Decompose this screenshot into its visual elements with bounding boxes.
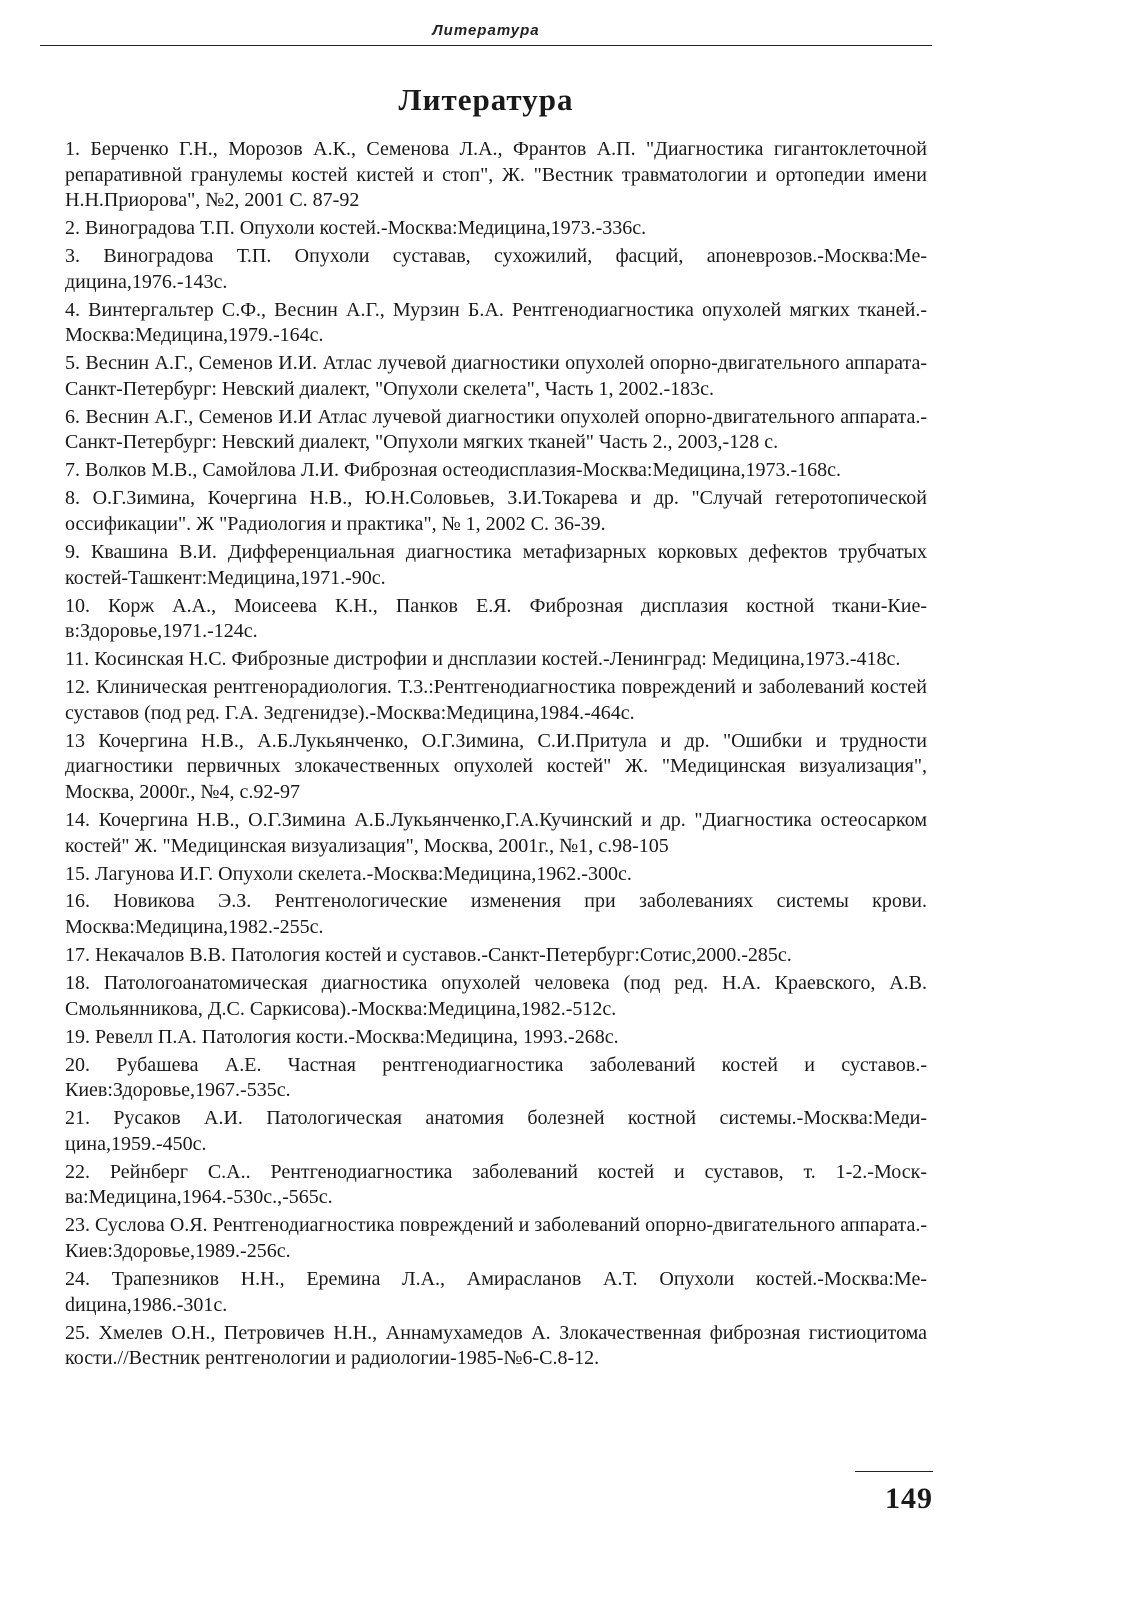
reference-item: 24. Трапезников Н.Н., Еремина Л.А., Амирасланов А.Т. Опухоли костей.-Москва:Меdицина,1986.-301с.	[65, 1267, 927, 1316]
reference-item: 22. Рейнберг С.А.. Рентгенодиагностика заболеваний костей и суставов, т. 1-2.-Москва:Медицина,1964.-530с.,-565с.	[65, 1160, 927, 1209]
reference-item: 10. Корж А.А., Моисеева К.Н., Панков Е.Я. Фиброзная дисплазия костной ткани-Киев:Здоровье,1971.-124с.	[65, 594, 927, 643]
reference-item: 3. Виноградова Т.П. Опухоли суставав, сухожилий, фасций, апоневрозов.-Москва:Медицина,1976.-143с.	[65, 245, 927, 293]
reference-item: 15. Лагунова И.Г. Опухоли скелета.-Москва:Медицина,1962.-300с.	[65, 862, 632, 885]
reference-item: 16. Новикова Э.З. Рентгенологические изменения при заболеваниях системы крови. Москва:Медицина,1982.-255с.	[65, 890, 927, 939]
reference-item: 11. Косинская Н.С. Фиброзные дистрофии и днсплазии костей.-Ленинград: Медицина,1973.-418с.	[65, 648, 901, 671]
header-rule	[40, 45, 932, 46]
reference-item: 6. Веснин А.Г., Семенов И.И Атлас лучевой диагностики опухолей опорно-двигательного аппарата.-Санкт-Петербург: Невский диалект, "Опухоли мягких тканей" Часть 2., 2003,-128 с.	[65, 405, 927, 454]
reference-item: 21. Русаков А.И. Патологическая анатомия болезней костной системы.-Москва:Медицина,1959.-450с.	[65, 1107, 927, 1155]
running-header: Литература	[432, 22, 540, 39]
reference-item: 2. Виноградова Т.П. Опухоли костей.-Москва:Медицина,1973.-336с.	[65, 217, 647, 240]
page-number: 149	[885, 1482, 933, 1515]
reference-item: 14. Кочергина Н.В., О.Г.Зимина А.Б.Лукьянченко,Г.А.Кучинский и др. "Диагностика остеосарком костей" Ж. "Медицинская визуализация", Москва, 2001г., №1, с.98-105	[65, 808, 927, 857]
reference-item: 23. Суслова О.Я. Рентгенодиагностика повреждений и заболеваний опорно-двигательного аппарата.-Киев:Здоровье,1989.-256с.	[65, 1214, 927, 1262]
reference-item: 18. Патологоанатомическая диагностика опухолей человека (под ред. Н.А. Краевского, А.В. Смольянникова, Д.С. Саркисова).-Москва:Медицина,1982.-512с.	[65, 972, 927, 1020]
footer-rule	[855, 1471, 933, 1472]
reference-item: 13 Кочергина Н.В., А.Б.Лукьянченко, О.Г.Зимина, С.И.Притула и др. "Ошибки и трудности диагностики первичных злокачественных опухолей костей" Ж. "Медицинская визуализация", Москва, 2000г., №4, с.92-97	[65, 729, 927, 803]
page-title: Литература	[398, 82, 574, 117]
reference-item: 4. Винтергальтер С.Ф., Веснин А.Г., Мурзин Б.А. Рентгенодиагностика опухолей мягких тканей.-Москва:Медицина,1979.-164с.	[65, 298, 927, 347]
reference-item: 7. Волков М.В., Самойлова Л.И. Фиброзная остеодисплазия-Москва:Медицина,1973.-168с.	[65, 459, 842, 482]
reference-item: 1. Берченко Г.Н., Морозов А.К., Семенова Л.А., Франтов А.П. "Диагностика гигантоклеточной репаративной гранулемы костей кистей и стоп", Ж. "Вестник травматологии и ортопедии имени Н.Н.Приорова", №2, 2001 С. 87-92	[65, 138, 927, 212]
reference-item: 8. О.Г.Зимина, Кочергина Н.В., Ю.Н.Соловьев, З.И.Токарева и др. "Случай гетеротопической оссификации". Ж "Радиология и практика", № 1, 2002 С. 36-39.	[65, 487, 927, 536]
reference-item: 19. Ревелл П.А. Патология кости.-Москва:Медицина, 1993.-268с.	[65, 1025, 619, 1048]
reference-list	[65, 137, 927, 1374]
reference-item: 17. Некачалов В.В. Патология костей и суставов.-Санкт-Петербург:Сотис,2000.-285с.	[65, 944, 792, 967]
reference-item: 5. Веснин А.Г., Семенов И.И. Атлас лучевой диагностики опухолей опорно-двигательного аппарата-Санкт-Петербург: Невский диалект, "Опухоли скелета", Часть 1, 2002.-183с.	[65, 352, 927, 400]
reference-item: 20. Рубашева А.Е. Частная рентгенодиагностика заболеваний костей и суставов.-Киев:Здоровье,1967.-535с.	[65, 1053, 927, 1102]
reference-item: 25. Хмелев О.Н., Петровичев Н.Н., Аннамухамедов А. Злокачественная фиброзная гистиоцитома кости.//Вестник рентгенологии и радиологии-1985-№6-С.8-12.	[65, 1321, 927, 1370]
reference-item: 12. Клиническая рентгенорадиология. Т.3.:Рентгенодиагностика повреждений и заболеваний костей суставов (под ред. Г.А. Зедгенидзе).-Москва:Медицина,1984.-464с.	[65, 676, 927, 724]
reference-item: 9. Квашина В.И. Дифференциальная диагностика метафизарных корковых дефектов трубчатых костей-Ташкент:Медицина,1971.-90с.	[65, 541, 927, 589]
